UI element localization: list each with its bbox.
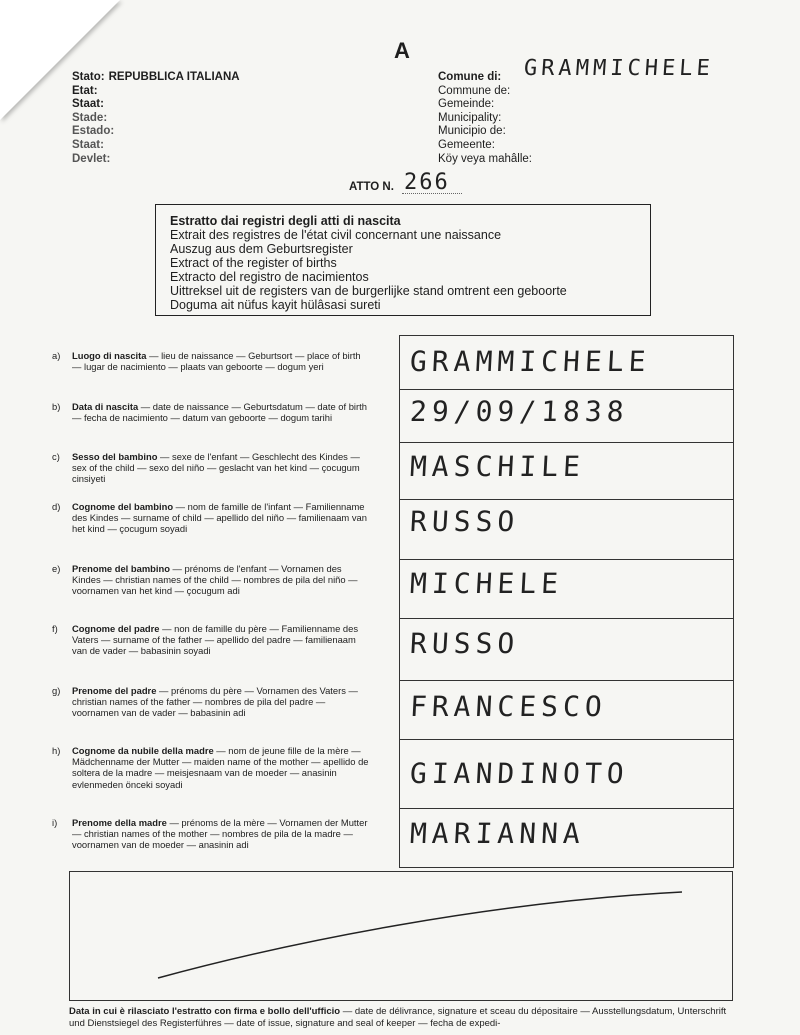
extract-line: Extracto del registro de nacimientos [170,270,369,284]
row-divider [400,442,733,443]
atto-label: ATTO N. [349,181,394,193]
row-divider [400,559,733,560]
comune-label: Köy veya mahâlle: [438,152,532,165]
stato-block [72,71,240,166]
extract-line: Estratto dai registri degli atti di nascita [170,214,401,228]
value-prenome-bambino: MICHELE [409,567,564,600]
stato-label: Estado: [72,125,115,138]
comune-label: Commune de: [438,84,511,97]
value-cognome-madre: GIANDINOTO [409,757,630,790]
comune-label: Gemeente: [438,138,495,151]
field-label-prenome-madre: i) Prenome della madre — prénoms de la mère — Vornamen der Mutter — christian names of the mother — nombres de pila de la madre — voornamen van de moeder — anasinin adi [52,817,368,851]
row-divider [400,680,733,681]
row-divider [400,739,733,740]
field-label-sesso: c) Sesso del bambino — sexe de l'enfant — Geschlecht des Kindes — sex of the child — sexo del niño — geslacht van het kind — çocugum cinsiyeti [52,451,360,485]
stato-label: Devlet: [72,152,111,165]
row-divider [400,389,733,390]
annotations-box [69,871,733,1001]
comune-label: Comune di: [438,71,502,83]
cancellation-stroke [70,872,734,1002]
extract-line: Extrait des registres de l'état civil concernant une naissance [170,228,502,242]
atto-underline [402,193,462,194]
value-cognome-padre: RUSSO [409,627,521,660]
value-sesso: MASCHILE [409,450,586,483]
issue-date-footer: Data in cui è rilasciato l'estratto con firma e bollo dell'ufficio — date de délivrance, signature et sceau du dépositaire — Ausstellungsdatum, Unterschrift und Dienstsiegel des Registerführes — date of issue, signature and seal of keeper — fecha de expedi- [69,1006,727,1029]
field-label-cognome-madre: h) Cognome da nubile della madre — nom de jeune fille de la mère — Mädchenname der Mutter — maiden name of the mother — apellido de soltera de la madre — meisjesnaam van de moeder — anasinin evlenmeden önceki soyadi [52,745,369,790]
comune-handwritten: GRAMMICHELE [523,56,715,81]
value-cognome-bambino: RUSSO [409,505,521,538]
stato-label: Stade: [72,111,108,124]
extract-line: Auszug aus dem Geburtsregister [170,242,353,256]
field-label-prenome-padre: g) Prenome del padre — prénoms du père — Vornamen des Vaters — christian names of the father — nombres de pila del padre — voornamen van de vader — babasinin adi [52,685,358,719]
comune-label: Municipio de: [438,125,506,138]
comune-block [438,71,532,166]
stato-label: Etat: [72,84,98,97]
stato-label: Staat: [72,138,104,151]
extract-title-box [155,204,651,316]
value-luogo-nascita: GRAMMICHELE [409,345,652,378]
atto-handwritten: 266 [404,170,450,195]
extract-line: Extract of the register of births [170,256,337,270]
field-label-prenome-bambino: e) Prenome del bambino — prénoms de l'enfant — Vornamen des Kindes — christian names of the child — nombres de pila del niño — voornamen van het kind — çocugum adi [52,563,358,597]
row-divider [400,808,733,809]
field-label-cognome-bambino: d) Cognome del bambino — nom de famille de l'infant — Familienname des Kindes — surname of child — apellido del niño — familienaam van het kind — çocugum soyadi [52,501,367,535]
extract-line: Uittreksel uit de registers van de burgerlijke stand omtrent een geboorte [170,284,567,298]
row-divider [400,618,733,619]
field-label-data-nascita: b) Data di nascita — date de naissance — Geburtsdatum — date of birth — fecha de nacimiento — datum van geboorte — dogum tarihi [52,401,367,424]
stato-value: REPUBBLICA ITALIANA [108,71,240,83]
comune-label: Municipality: [438,111,502,124]
stato-label: Stato: [72,71,105,83]
field-label-cognome-padre: f) Cognome del padre — non de famille du père — Familienname des Vaters — surname of the father — apellido del padre — familienaam van de vader — babasinin soyadi [52,623,359,657]
form-letter: A [394,38,410,63]
value-data-nascita: 29/09/1838 [409,395,630,428]
row-divider [400,499,733,500]
field-label-luogo-nascita: a) Luogo di nascita — lieu de naissance — Geburtsort — place of birth — lugar de nacimiento — plaats van geboorte — dogum yeri [52,350,361,373]
stato-label: Staat: [72,98,104,111]
value-prenome-madre: MARIANNA [409,817,586,850]
value-prenome-padre: FRANCESCO [409,690,608,723]
extract-line: Doguma ait nüfus kayit hülâsasi sureti [170,298,381,312]
comune-label: Gemeinde: [438,98,495,111]
